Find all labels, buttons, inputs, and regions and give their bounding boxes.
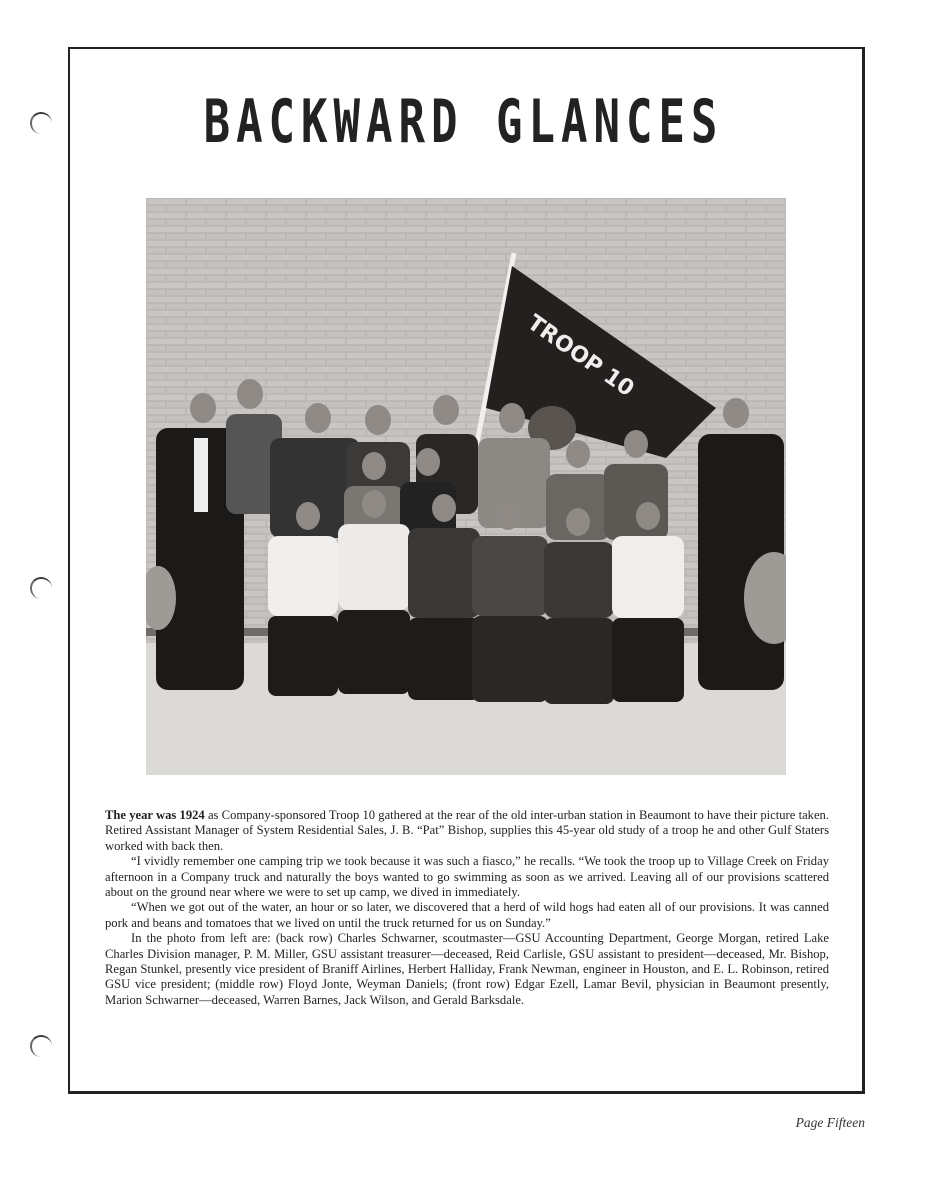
photo-caption	[105, 808, 829, 1008]
troop-photo-illustration	[146, 198, 786, 775]
page-title: BACKWARD GLANCES	[203, 88, 724, 157]
binder-hole-mark	[30, 1035, 52, 1057]
troop-photo	[146, 198, 786, 775]
caption-paragraph: “When we got out of the water, an hour or so later, we discovered that a herd of wild hogs had eaten all of our provisions. It was canned pork and beans and tomatoes that we lived on until the truck returned for us on Sunday.”	[105, 900, 829, 930]
binder-hole-mark	[30, 577, 52, 599]
caption-paragraph	[105, 808, 829, 854]
caption-text: as Company-sponsored Troop 10 gathered at the rear of the old inter-urban station in Beaumont to have their picture taken. Retired Assistant Manager of System Residential Sales, J. B. “Pat” Bishop, supplies this 45-year old study of a troop he and other Gulf Staters worked with back then.	[105, 808, 829, 853]
flag-text: TROOP 10	[522, 310, 639, 402]
caption-paragraph: In the photo from left are: (back row) Charles Schwarner, scoutmaster—GSU Accounting Department, George Morgan, retired Lake Charles Division manager, P. M. Miller, GSU assistant treasurer—deceased, Reid Carlisle, GSU assistant to president—deceased, Mr. Bishop, Regan Stunkel, presently vice president of Braniff Airlines, Herbert Halliday, Frank Newman, engineer in Houston, and E. L. Robinson, retired GSU vice president; (middle row) Floyd Jonte, Weyman Daniels; (front row) Edgar Ezell, Lamar Bevil, physician in Beaumont presently, Marion Schwarner—deceased, Warren Barnes, Jack Wilson, and Gerald Barksdale.	[105, 931, 829, 1007]
caption-paragraph: “I vividly remember one camping trip we took because it was such a fiasco,” he recalls. “We took the troop up to Village Creek on Friday afternoon in a Company truck and naturally the boys wanted to go swimming as soon as we arrived. Leaving all of our provisions scattered about on the ground near where we were to set up camp, we dived in immediately.	[105, 854, 829, 900]
page-number: Page Fifteen	[795, 1115, 865, 1130]
caption-lead: The year was 1924	[105, 808, 205, 822]
